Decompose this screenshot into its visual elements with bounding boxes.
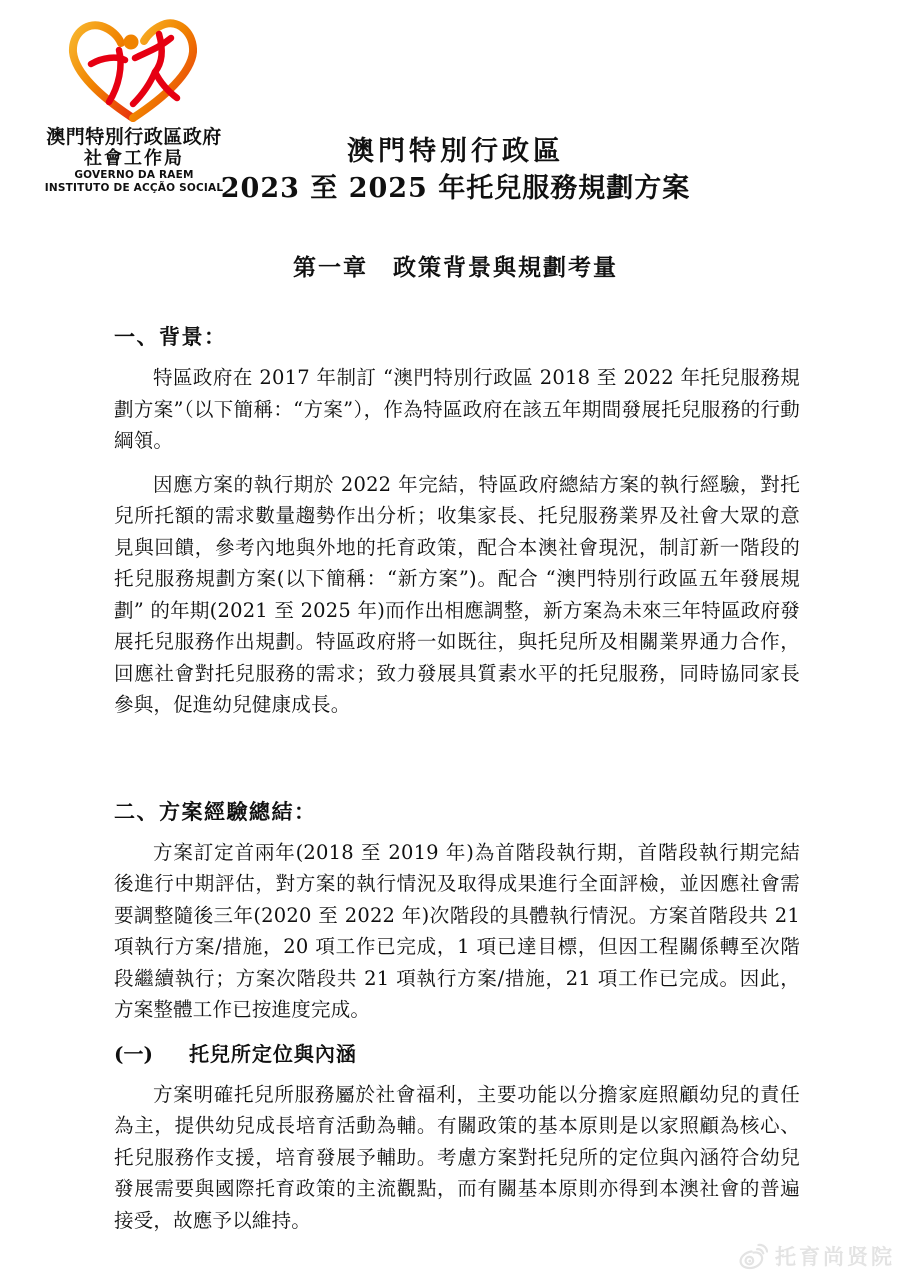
subsection-1-number: (一) [114, 1041, 153, 1066]
section-2-paragraph-1: 方案訂定首兩年(2018 至 2019 年)為首階段執行期，首階段執行期完結後進行中期評估，對方案的執行情況及取得成果進行全面評檢，並因應社會需要調整隨後三年(2020 至 2022 年)次階段的具體執行情況。方案首階段共 21 項執行方案/措施，20 項工作已完成，1 項已達目標，但因工程關係轉至次階段繼續執行；方案次階段共 21 項執行方案/措施，21 項工作已完成。因此，方案整體工作已按進度完成。 [114, 840, 800, 1021]
subsection-1-paragraph-1: 方案明確托兒所服務屬於社會福利，主要功能以分擔家庭照顧幼兒的責任為主，提供幼兒成長培育活動為輔。有關政策的基本原則是以家照顧為核心、托兒服務作支援，培育發展予輔助。考慮方案對托兒所的定位與內涵符合幼兒發展需要與國際托育政策的主流觀點，而有關基本原則亦得到本澳社會的普遍接受，故應予以維持。 [114, 1082, 800, 1232]
org-name-chinese-line2: 社會工作局 [84, 148, 184, 169]
figure-head-dot [124, 35, 139, 50]
org-name-chinese-line1: 澳門特別行政區政府 [46, 126, 222, 148]
figure-heart-dot [136, 53, 142, 59]
document-title-line2: 2023 至 2025 年托兒服務規劃方案 [220, 173, 691, 204]
section-1-paragraph-1: 特區政府在 2017 年制訂 “澳門特別行政區 2018 至 2022 年托兒服務規劃方案”（以下簡稱：“方案”），作為特區政府在該五年期間發展托兒服務的行動綱領。 [114, 366, 800, 452]
document-body [114, 324, 800, 1236]
watermark [738, 1241, 895, 1271]
section-1-paragraph-2: 因應方案的執行期於 2022 年完結，特區政府總結方案的執行經驗，對托兒所托額的需求數量趨勢作出分析；收集家長、托兒服務業界及社會大眾的意見與回饋，參考內地與外地的托育政策，配合本澳社會現況，制訂新一階段的托兒服務規劃方案(以下簡稱：“新方案”)。配合 “澳門特別行政區五年發展規劃” 的年期(2021 至 2025 年)而作出相應調整，新方案為未來三年特區政府發展托兒服務作出規劃。特區政府將一如既往，與托兒所及相關業界通力合作，回應社會對托兒服務的需求；致力發展具質素水平的托兒服務，同時協同家長參與，促進幼兒健康成長。 [114, 472, 800, 716]
watermark-text: 托育尚贤院 [775, 1245, 895, 1269]
org-name-portuguese-line1: GOVERNO DA RAEM [74, 169, 194, 181]
document-title [0, 133, 911, 207]
subsection-1-title: 托兒所定位與內涵 [188, 1041, 357, 1066]
chapter-heading: 第一章 政策背景與規劃考量 [293, 254, 618, 281]
org-name-portuguese-line2: INSTITUTO DE ACÇÃO SOCIAL [44, 181, 224, 194]
weibo-icon [738, 1243, 768, 1270]
ias-heart-logo-icon [61, 12, 207, 124]
section-1-heading: 一、背景： [114, 324, 227, 349]
section-2-heading: 二、方案經驗總結： [114, 798, 317, 824]
document-title-line1: 澳門特別行政區 [347, 136, 564, 167]
subsection-1-heading [114, 1041, 800, 1067]
